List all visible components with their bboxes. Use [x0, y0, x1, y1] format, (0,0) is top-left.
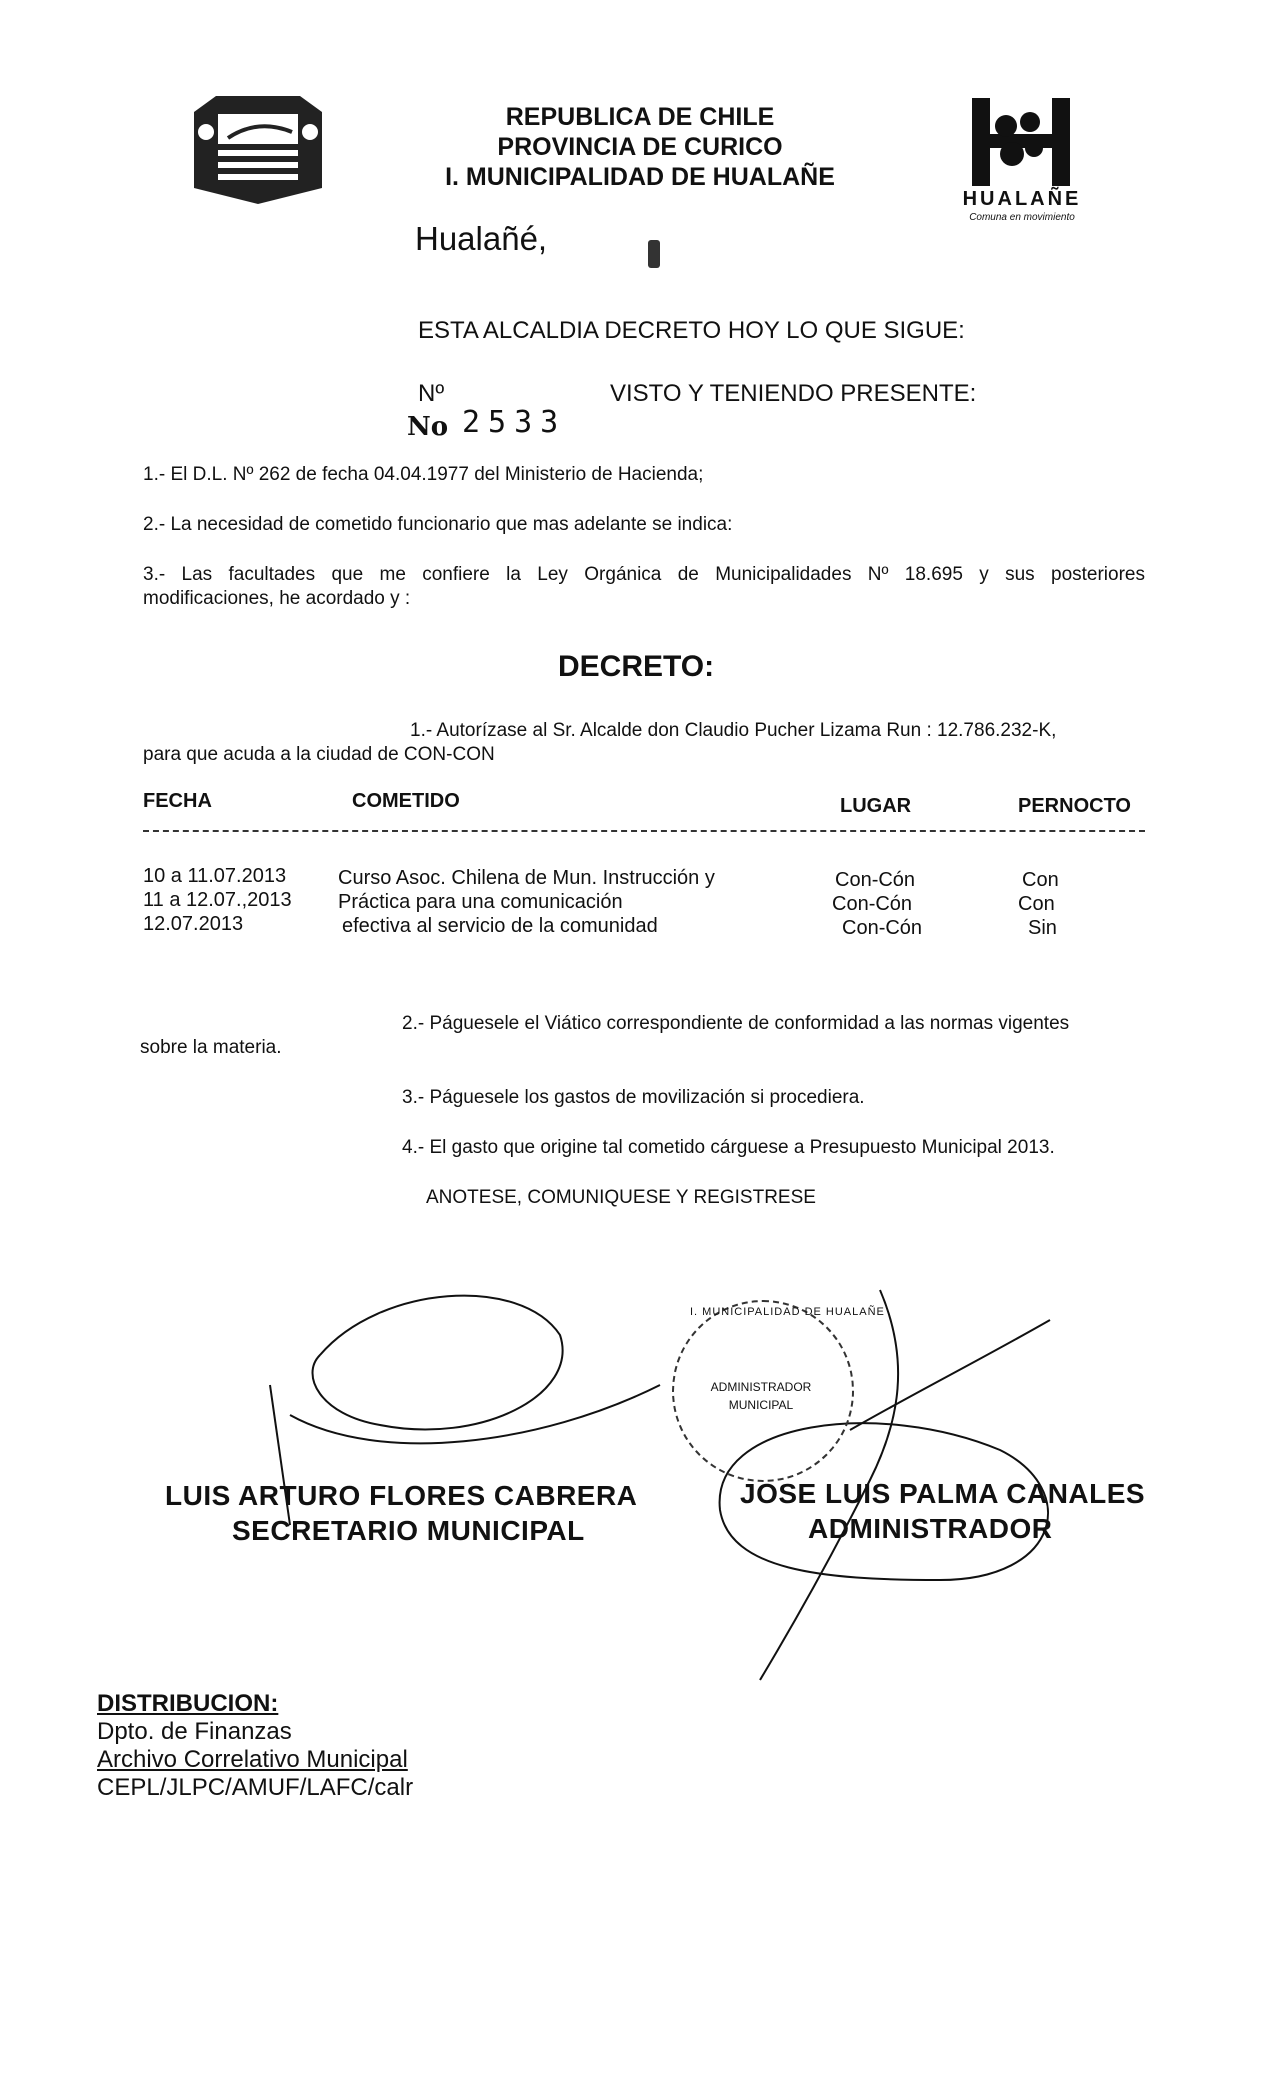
table-divider	[143, 830, 1145, 832]
article-1-line-2: para que acuda a la ciudad de CON-CON	[143, 744, 495, 765]
signer-left-name: LUIS ARTURO FLORES CABRERA	[165, 1480, 638, 1511]
row-3-cometido: efectiva al servicio de la comunidad	[342, 915, 658, 937]
row-1-pernocto: Con	[1022, 869, 1059, 891]
distribution-item-archivo: Archivo Correlativo Municipal	[97, 1746, 408, 1773]
table-header-cometido: COMETIDO	[352, 790, 460, 812]
article-2-line-1: 2.- Páguesele el Viático correspondiente de conformidad a las normas vigentes	[402, 1013, 1070, 1034]
table-header-fecha: FECHA	[143, 790, 212, 812]
signer-left-title: SECRETARIO MUNICIPAL	[232, 1515, 585, 1546]
consideration-1: 1.- El D.L. Nº 262 de fecha 04.04.1977 del Ministerio de Hacienda;	[143, 464, 704, 485]
signer-right-name: JOSE LUIS PALMA CANALES	[740, 1478, 1146, 1509]
table-header-lugar: LUGAR	[840, 795, 912, 817]
row-3-pernocto: Sin	[1028, 917, 1057, 939]
distribution-item-finanzas: Dpto. de Finanzas	[97, 1718, 292, 1745]
distribution-item-initials: CEPL/JLPC/AMUF/LAFC/calr	[97, 1774, 414, 1801]
closing-line: ANOTESE, COMUNIQUESE Y REGISTRESE	[426, 1187, 816, 1208]
stamp-ring-text: I. MUNICIPALIDAD DE HUALAÑE	[690, 1306, 885, 1318]
row-2-fecha: 11 a 12.07.,2013	[143, 889, 292, 911]
consideration-3: 3.- Las facultades que me confiere la Ley Orgánica de Municipalidades Nº 18.695 y sus posteriores	[143, 564, 1145, 585]
header-province: PROVINCIA DE CURICO	[497, 133, 783, 161]
consideration-2: 2.- La necesidad de cometido funcionario que mas adelante se indica:	[143, 514, 733, 535]
article-2-line-2: sobre la materia.	[140, 1037, 282, 1058]
row-1-cometido: Curso Asoc. Chilena de Mun. Instrucción y	[338, 867, 715, 889]
row-2-pernocto: Con	[1018, 893, 1055, 915]
row-3-lugar: Con-Cón	[842, 917, 923, 939]
visto-line: VISTO Y TENIENDO PRESENTE:	[610, 380, 977, 407]
header-republic: REPUBLICA DE CHILE	[505, 103, 775, 131]
logo-name: HUALAÑE	[962, 188, 1082, 210]
decree-number-label: Nº	[418, 380, 445, 407]
row-1-fecha: 10 a 11.07.2013	[143, 865, 287, 887]
row-3-fecha: 12.07.2013	[143, 913, 244, 935]
stamp-center-line-2: MUNICIPAL	[728, 1398, 794, 1412]
article-1-line-1: 1.- Autorízase al Sr. Alcalde don Claudio Pucher Lizama Run : 12.786.232-K,	[410, 720, 1057, 741]
row-2-cometido: Práctica para una comunicación	[338, 891, 623, 913]
date-stamp-mark	[648, 240, 660, 268]
place-name: Hualañé,	[415, 220, 548, 257]
article-4: 4.- El gasto que origine tal cometido cárguese a Presupuesto Municipal 2013.	[402, 1137, 1055, 1158]
logo-tagline: Comuna en movimiento	[969, 212, 1075, 223]
coat-of-arms-logo	[188, 92, 328, 208]
table-header-pernocto: PERNOCTO	[1018, 795, 1131, 817]
decree-number-value: 2533	[462, 405, 567, 440]
row-2-lugar: Con-Cón	[832, 893, 913, 915]
hualane-logo	[968, 96, 1078, 188]
decreto-title: DECRETO:	[558, 650, 715, 683]
article-3: 3.- Páguesele los gastos de movilización si procediera.	[402, 1087, 865, 1108]
distribution-title: DISTRIBUCION:	[97, 1690, 279, 1717]
stamp-center-line-1: ADMINISTRADOR	[710, 1380, 812, 1394]
decree-number-prefix: No	[407, 412, 449, 442]
intro-line: ESTA ALCALDIA DECRETO HOY LO QUE SIGUE:	[418, 317, 965, 344]
consideration-3-cont: modificaciones, he acordado y :	[143, 588, 411, 609]
row-1-lugar: Con-Cón	[835, 869, 916, 891]
header-municipality: I. MUNICIPALIDAD DE HUALAÑE	[445, 163, 835, 191]
signer-right-title: ADMINISTRADOR	[808, 1513, 1053, 1544]
